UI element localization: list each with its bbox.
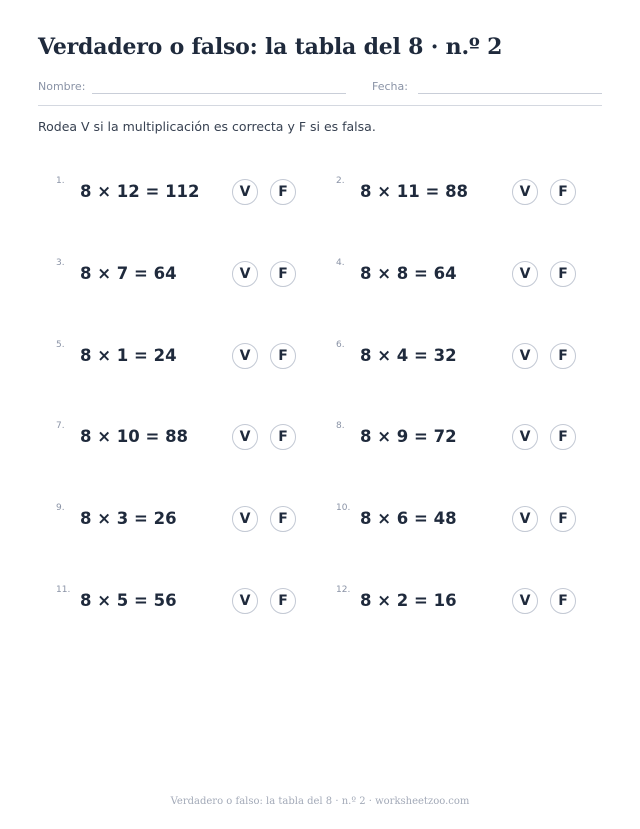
problem-number: 2. — [336, 176, 345, 186]
problem-number: 6. — [336, 340, 345, 350]
instructions: Rodea V si la multiplicación es correcta y F si es falsa. — [38, 119, 376, 134]
true-choice[interactable]: V — [232, 588, 258, 614]
problem-number: 11. — [56, 585, 71, 595]
false-choice[interactable]: F — [550, 506, 576, 532]
problem-number: 9. — [56, 503, 65, 513]
true-choice[interactable]: V — [232, 179, 258, 205]
problem-expression: 8 × 7 = 64 — [80, 264, 177, 283]
problem-item — [56, 421, 326, 451]
false-choice[interactable]: F — [550, 588, 576, 614]
true-choice[interactable]: V — [232, 261, 258, 287]
name-label: Nombre: — [38, 80, 86, 93]
problem-expression: 8 × 4 = 32 — [360, 346, 457, 365]
true-choice[interactable]: V — [232, 424, 258, 450]
page-footer: Verdadero o falso: la tabla del 8 · n.º 2 · worksheetzoo.com — [170, 796, 470, 807]
problem-item — [56, 503, 326, 533]
problem-number: 8. — [336, 421, 345, 431]
problem-item — [336, 421, 606, 451]
false-choice[interactable]: F — [270, 588, 296, 614]
problem-expression: 8 × 3 = 26 — [80, 509, 177, 528]
problem-item — [56, 176, 326, 206]
problem-item — [56, 258, 326, 288]
problem-expression: 8 × 5 = 56 — [80, 591, 177, 610]
problem-item — [336, 340, 606, 370]
true-choice[interactable]: V — [232, 343, 258, 369]
false-choice[interactable]: F — [270, 506, 296, 532]
problem-expression: 8 × 1 = 24 — [80, 346, 177, 365]
true-choice[interactable]: V — [512, 506, 538, 532]
false-choice[interactable]: F — [270, 261, 296, 287]
name-date-row — [38, 80, 602, 96]
problem-expression: 8 × 11 = 88 — [360, 182, 469, 201]
false-choice[interactable]: F — [550, 179, 576, 205]
true-choice[interactable]: V — [232, 506, 258, 532]
true-choice[interactable]: V — [512, 588, 538, 614]
date-label: Fecha: — [372, 80, 408, 93]
problem-number: 10. — [336, 503, 351, 513]
problem-expression: 8 × 2 = 16 — [360, 591, 457, 610]
problem-number: 5. — [56, 340, 65, 350]
problem-number: 12. — [336, 585, 351, 595]
false-choice[interactable]: F — [270, 179, 296, 205]
worksheet-title: Verdadero o falso: la tabla del 8 · n.º 2 — [38, 34, 503, 60]
problem-item — [336, 258, 606, 288]
problem-expression: 8 × 9 = 72 — [360, 427, 457, 446]
problem-item — [56, 585, 326, 615]
problem-expression: 8 × 12 = 112 — [80, 182, 200, 201]
problem-number: 1. — [56, 176, 65, 186]
true-choice[interactable]: V — [512, 424, 538, 450]
false-choice[interactable]: F — [270, 343, 296, 369]
false-choice[interactable]: F — [550, 424, 576, 450]
header-divider — [38, 105, 602, 106]
problem-item — [56, 340, 326, 370]
false-choice[interactable]: F — [270, 424, 296, 450]
true-choice[interactable]: V — [512, 261, 538, 287]
problem-item — [336, 176, 606, 206]
problem-expression: 8 × 6 = 48 — [360, 509, 457, 528]
problem-expression: 8 × 10 = 88 — [80, 427, 189, 446]
false-choice[interactable]: F — [550, 261, 576, 287]
name-field[interactable] — [92, 93, 346, 94]
problem-number: 3. — [56, 258, 65, 268]
problem-item — [336, 585, 606, 615]
false-choice[interactable]: F — [550, 343, 576, 369]
problem-number: 7. — [56, 421, 65, 431]
problem-item — [336, 503, 606, 533]
problem-number: 4. — [336, 258, 345, 268]
date-field[interactable] — [418, 93, 602, 94]
true-choice[interactable]: V — [512, 343, 538, 369]
problem-expression: 8 × 8 = 64 — [360, 264, 457, 283]
true-choice[interactable]: V — [512, 179, 538, 205]
